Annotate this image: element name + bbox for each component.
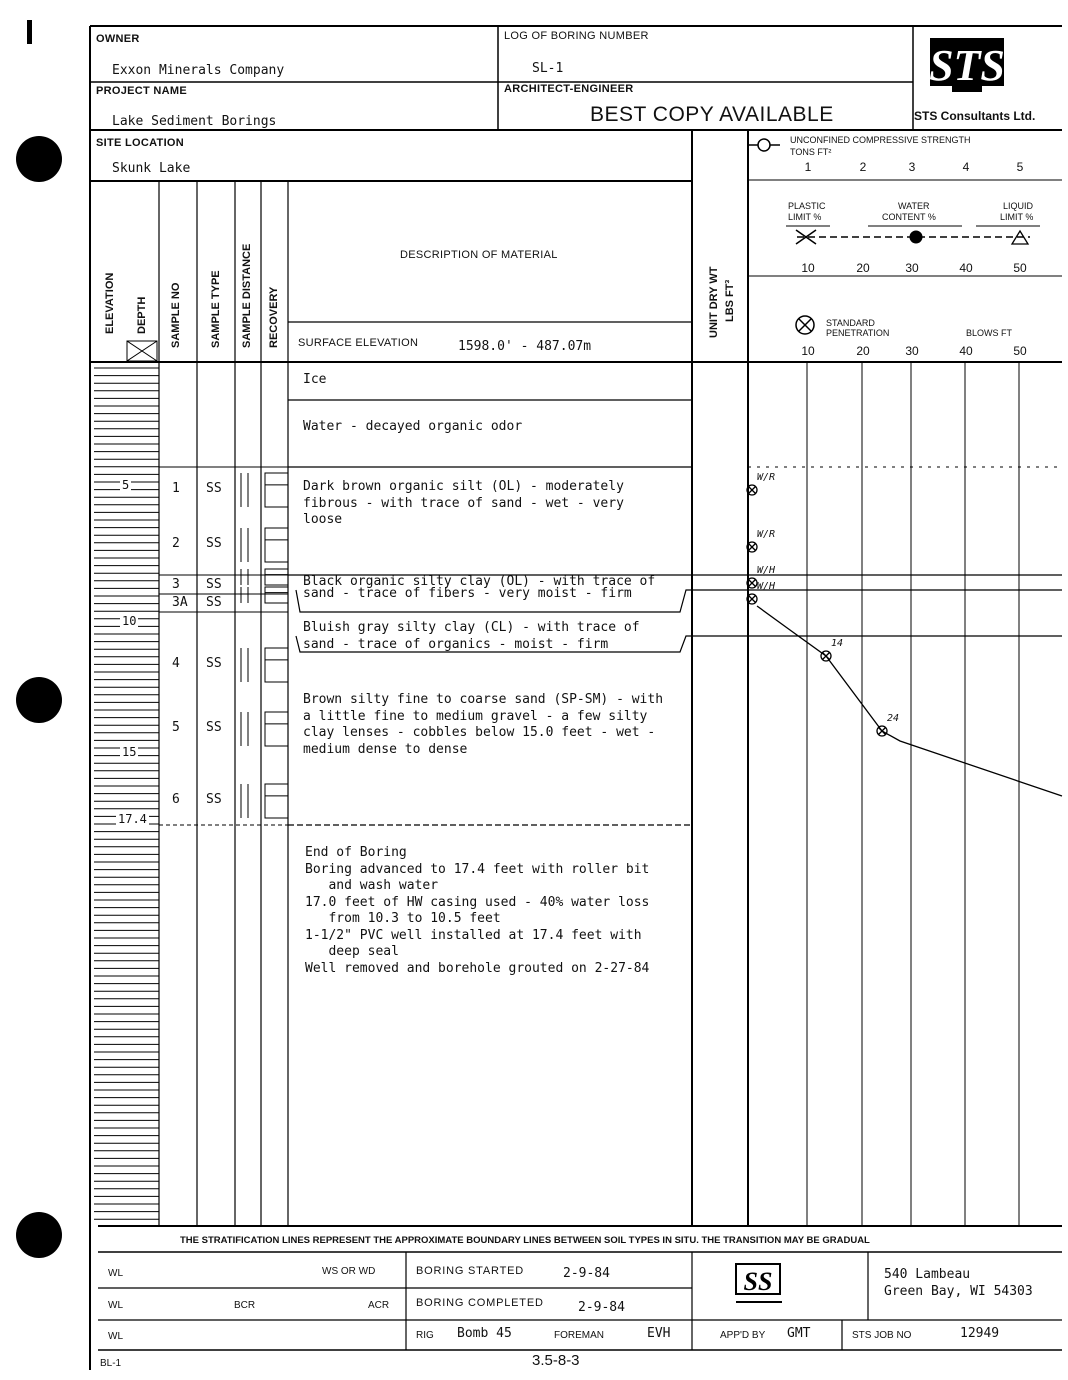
architect-label: ARCHITECT-ENGINEER bbox=[504, 83, 634, 95]
wl-label-1: WL bbox=[108, 1268, 123, 1279]
spt-point-label: W/H bbox=[757, 581, 776, 592]
depth-header: DEPTH bbox=[136, 296, 148, 334]
wc-tick: 20 bbox=[856, 261, 870, 275]
spt-trend-line bbox=[757, 606, 1062, 796]
depth-mark: 17.4 bbox=[118, 812, 147, 826]
rig-value: Bomb 45 bbox=[457, 1326, 512, 1341]
spt-tick: 40 bbox=[959, 344, 973, 358]
elevation-header: ELEVATION bbox=[104, 272, 116, 334]
sample-number: 5 bbox=[172, 720, 180, 735]
sample-type: SS bbox=[206, 720, 222, 735]
surface-elevation-value: 1598.0' - 487.07m bbox=[458, 339, 592, 354]
depth-mark: 5 bbox=[122, 478, 130, 492]
owner-value: Exxon Minerals Company bbox=[112, 63, 285, 78]
sample-interval bbox=[241, 587, 288, 603]
sample-type: SS bbox=[206, 656, 222, 671]
spt-tick: 20 bbox=[856, 344, 870, 358]
stratum-ice: Ice bbox=[303, 372, 327, 387]
sample-type-header: SAMPLE TYPE bbox=[210, 270, 222, 348]
description-header: DESCRIPTION OF MATERIAL bbox=[400, 249, 558, 261]
stratigraphy-hatch bbox=[94, 368, 159, 1219]
ws-or-wd-label: WS OR WD bbox=[322, 1266, 376, 1277]
ucs-tick: 5 bbox=[1016, 160, 1024, 174]
stratum-gray-clay: Bluish gray silty clay (CL) - with trace of sand - trace of organics - moist - firm bbox=[303, 620, 640, 652]
page-code: 3.5-8-3 bbox=[532, 1352, 580, 1369]
sample-number: 2 bbox=[172, 536, 180, 551]
sample-type: SS bbox=[206, 481, 222, 496]
foreman-value: EVH bbox=[647, 1326, 671, 1341]
plastic-label: PLASTIC bbox=[788, 201, 826, 211]
project-label: PROJECT NAME bbox=[96, 85, 187, 97]
sample-number: 6 bbox=[172, 792, 180, 807]
address-line-2: Green Bay, WI 54303 bbox=[884, 1284, 1033, 1299]
lbs-ft-header: LBS FT³ bbox=[724, 279, 736, 322]
spt-point-label: W/R bbox=[757, 529, 776, 540]
rig-label: RIG bbox=[416, 1330, 434, 1341]
spt-point-label: W/R bbox=[757, 472, 776, 483]
unit-dry-wt-header: UNIT DRY WT bbox=[708, 266, 720, 338]
site-location-value: Skunk Lake bbox=[112, 161, 191, 176]
sample-type: SS bbox=[206, 792, 222, 807]
owner-label: OWNER bbox=[96, 33, 140, 45]
ucs-tick: 2 bbox=[859, 160, 867, 174]
ucs-tick: 1 bbox=[804, 160, 812, 174]
address-line-1: 540 Lambeau bbox=[884, 1267, 971, 1282]
depth-mark: 10 bbox=[122, 614, 137, 628]
spt-point-label: 24 bbox=[887, 713, 900, 724]
log-number-value: SL-1 bbox=[532, 61, 564, 76]
sample-interval bbox=[241, 648, 288, 682]
boring-started-label: BORING STARTED bbox=[416, 1265, 524, 1277]
project-value: Lake Sediment Borings bbox=[112, 114, 277, 129]
sample-no-header: SAMPLE NO bbox=[170, 282, 182, 348]
company-name: STS Consultants Ltd. bbox=[914, 109, 1036, 123]
sample-type: SS bbox=[206, 595, 222, 610]
wc-tick: 50 bbox=[1013, 261, 1027, 275]
stratum-water: Water - decayed organic odor bbox=[303, 419, 523, 434]
surface-elevation-label: SURFACE ELEVATION bbox=[298, 337, 419, 349]
ucs-tick: 3 bbox=[908, 160, 916, 174]
stratum-organic-silt: Dark brown organic silt (OL) - moderately fibrous - with trace of sand - wet - very loose bbox=[303, 479, 624, 527]
spt-tick: 30 bbox=[905, 344, 919, 358]
liquid-label: LIQUID bbox=[1003, 201, 1034, 211]
job-no-value: 12949 bbox=[960, 1326, 1000, 1341]
best-copy-stamp: BEST COPY AVAILABLE bbox=[590, 103, 834, 126]
sample-interval bbox=[241, 712, 288, 746]
appd-by-value: GMT bbox=[787, 1326, 811, 1341]
ucs-label: UNCONFINED COMPRESSIVE STRENGTH bbox=[790, 135, 971, 145]
stratum-brown-sand: Brown silty fine to coarse sand (SP-SM) - with a little fine to medium gravel - a few silty clay lenses - cobbles below 15.0 feet - wet - medium dense to dense bbox=[303, 692, 664, 757]
log-number-label: LOG OF BORING NUMBER bbox=[504, 30, 649, 42]
wl-label-3: WL bbox=[108, 1331, 123, 1342]
site-location-label: SITE LOCATION bbox=[96, 137, 185, 149]
wc-tick: 40 bbox=[959, 261, 973, 275]
plastic-sub: LIMIT % bbox=[788, 212, 822, 222]
sample-interval bbox=[241, 569, 288, 585]
spt-point-label: W/H bbox=[757, 565, 776, 576]
sample-number: 4 bbox=[172, 656, 180, 671]
sample-number: 3 bbox=[172, 577, 180, 592]
wc-tick: 30 bbox=[905, 261, 919, 275]
bl-mark: BL-1 bbox=[100, 1358, 122, 1369]
spt-label: STANDARD bbox=[826, 318, 875, 328]
wl-label-2: WL bbox=[108, 1300, 123, 1311]
sample-number: 3A bbox=[172, 595, 188, 610]
stratification-note: THE STRATIFICATION LINES REPRESENT THE APPROXIMATE BOUNDARY LINES BETWEEN SOIL TYPES IN SITU. THE TRANSITION MAY BE GRADUAL bbox=[180, 1235, 870, 1246]
job-no-label: STS JOB NO bbox=[852, 1330, 912, 1341]
depth-mark: 15 bbox=[122, 745, 137, 759]
foreman-label: FOREMAN bbox=[554, 1330, 604, 1341]
svg-text:STS: STS bbox=[929, 41, 1005, 90]
stratum-organic-clay: Black organic silty clay (OL) - with trace of sand - trace of fibers - very moist - firm bbox=[303, 574, 656, 601]
svg-text:SS: SS bbox=[743, 1267, 773, 1296]
water-label: WATER bbox=[898, 201, 930, 211]
water-sub: CONTENT % bbox=[882, 212, 936, 222]
end-of-boring-notes: End of Boring Boring advanced to 17.4 feet with roller bit and wash water 17.0 feet of HW casing used - 40% water loss from 10.3 to 10.5 feet 1-1/2" PVC well installed at 17.4 feet with deep seal Well removed and borehole grouted on 2-27-84 bbox=[305, 845, 650, 976]
acr-label: ACR bbox=[368, 1300, 390, 1311]
sample-type: SS bbox=[206, 577, 222, 592]
wc-tick: 10 bbox=[801, 261, 815, 275]
appd-by-label: APP'D BY bbox=[720, 1330, 766, 1341]
footer-sts-logo bbox=[734, 1260, 784, 1310]
ucs-units: TONS FT² bbox=[790, 147, 832, 157]
sample-interval bbox=[241, 528, 288, 562]
recovery-header: RECOVERY bbox=[268, 286, 280, 348]
spt-sub: PENETRATION bbox=[826, 328, 890, 338]
bcr-label: BCR bbox=[234, 1300, 256, 1311]
boring-completed-label: BORING COMPLETED bbox=[416, 1297, 544, 1309]
blows-label: BLOWS FT bbox=[966, 328, 1013, 338]
sample-interval bbox=[241, 473, 288, 507]
sts-logo bbox=[924, 34, 1010, 96]
ucs-tick: 4 bbox=[962, 160, 970, 174]
sample-interval bbox=[241, 784, 288, 818]
sample-number: 1 bbox=[172, 481, 180, 496]
spt-tick: 10 bbox=[801, 344, 815, 358]
boring-completed-value: 2-9-84 bbox=[578, 1300, 625, 1315]
sample-distance-header: SAMPLE DISTANCE bbox=[241, 243, 253, 348]
sample-type: SS bbox=[206, 536, 222, 551]
liquid-sub: LIMIT % bbox=[1000, 212, 1034, 222]
boring-started-value: 2-9-84 bbox=[563, 1266, 610, 1281]
spt-point-label: 14 bbox=[831, 638, 844, 649]
spt-tick: 50 bbox=[1013, 344, 1027, 358]
